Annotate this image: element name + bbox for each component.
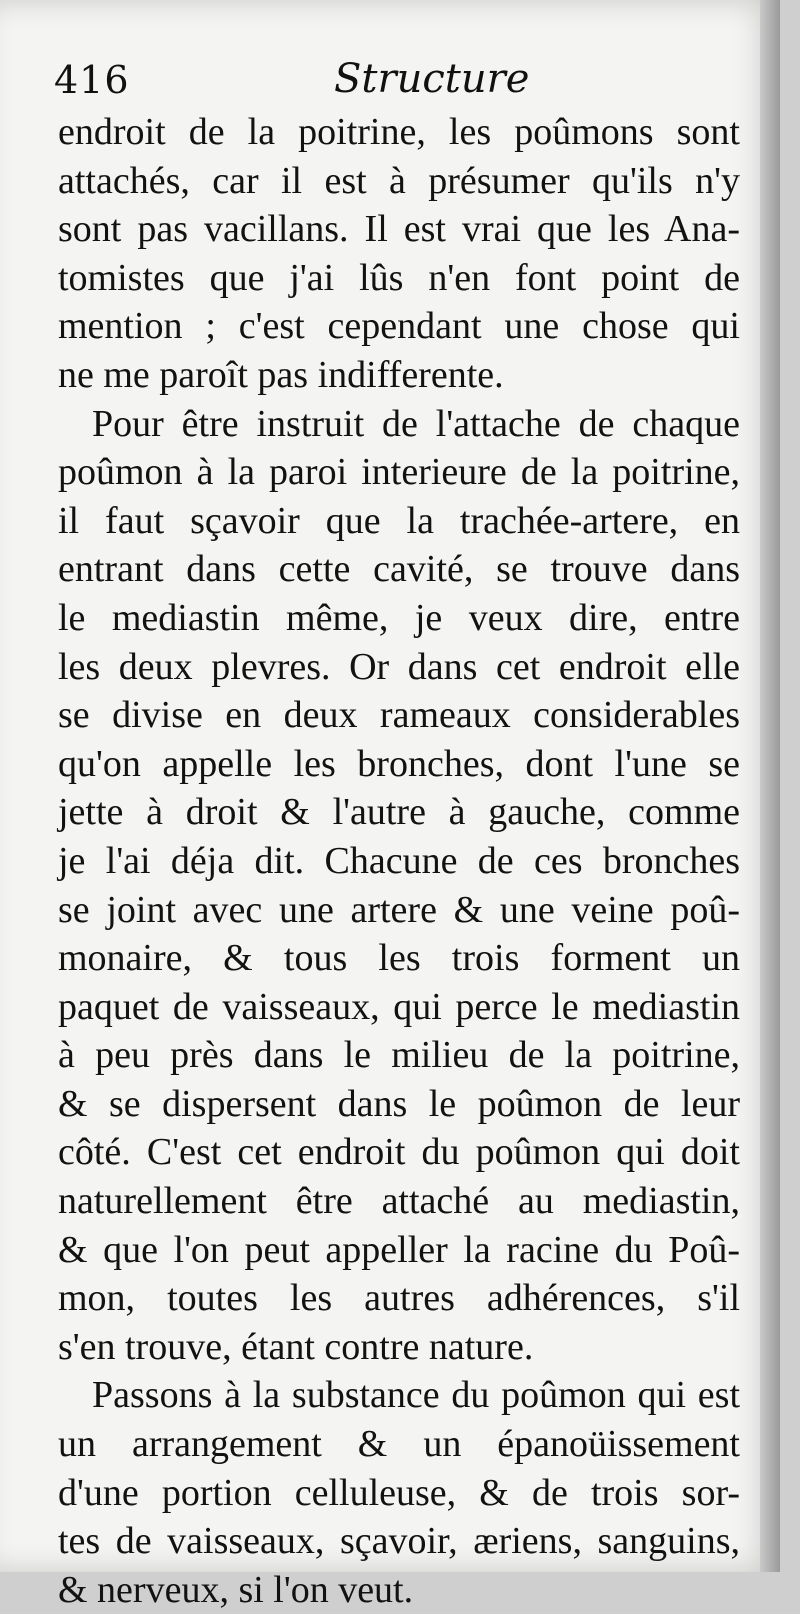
text-line: & nerveux, si l'on veut. [58,1568,414,1611]
text-line: tes de vaisseaux, sçavoir, æriens, sanguins, [58,1520,740,1563]
text-line: je l'ai déja dit. Chacune de ces bronches [58,839,740,882]
text-line: paquet de vaisseaux, qui perce le mediastin [58,985,740,1028]
text-line: monaire, & tous les trois forment un [58,937,740,980]
text-line: entrant dans cette cavité, se trouve dans [58,548,740,591]
text-line: poûmon à la paroi interieure de la poitrine, [58,451,740,494]
text-line: il faut sçavoir que la trachée-artere, en [58,499,740,542]
text-line: Passons à la substance du poûmon qui est [92,1374,740,1417]
text-line: se joint avec une artere & une veine poû- [58,888,740,931]
text-line: à peu près dans le milieu de la poitrine, [58,1034,740,1077]
running-title: Structure [334,56,530,102]
text-line: & se dispersent dans le poûmon de leur [58,1082,740,1125]
page-number: 416 [54,58,130,102]
running-head [54,50,744,110]
text-line: jette à droit & l'autre à gauche, comme [58,791,740,834]
text-line: d'une portion celluleuse, & de trois sor- [58,1471,740,1514]
text-line: se divise en deux rameaux considerables [58,694,740,737]
text-line: qu'on appelle les bronches, dont l'une se [58,742,740,785]
text-line: s'en trouve, étant contre nature. [58,1325,534,1368]
text-line: mon, toutes les autres adhérences, s'il [58,1277,740,1320]
text-line: côté. C'est cet endroit du poûmon qui doit [58,1131,740,1174]
text-line: attachés, car il est à présumer qu'ils n'y [58,159,740,202]
text-line: Pour être instruit de l'attache de chaque [92,402,740,445]
text-line: tomistes que j'ai lûs n'en font point de [58,256,740,299]
text-line: un arrangement & un épanoüissement [58,1423,740,1466]
text-line: sont pas vacillans. Il est vrai que les Ana- [58,208,740,251]
text-line: les deux plevres. Or dans cet endroit elle [58,645,740,688]
text-line: mention ; c'est cependant une chose qui [58,305,740,348]
text-line: & que l'on peut appeller la racine du Poû- [58,1228,740,1271]
text-line: endroit de la poitrine, les poûmons sont [58,111,740,153]
body-text [58,108,740,1614]
page-edge-shadow [760,0,780,1572]
text-line: ne me paroît pas indifferente. [58,353,504,396]
text-line: le mediastin même, je veux dire, entre [58,596,740,639]
text-line: naturellement être attaché au mediastin, [58,1180,740,1223]
